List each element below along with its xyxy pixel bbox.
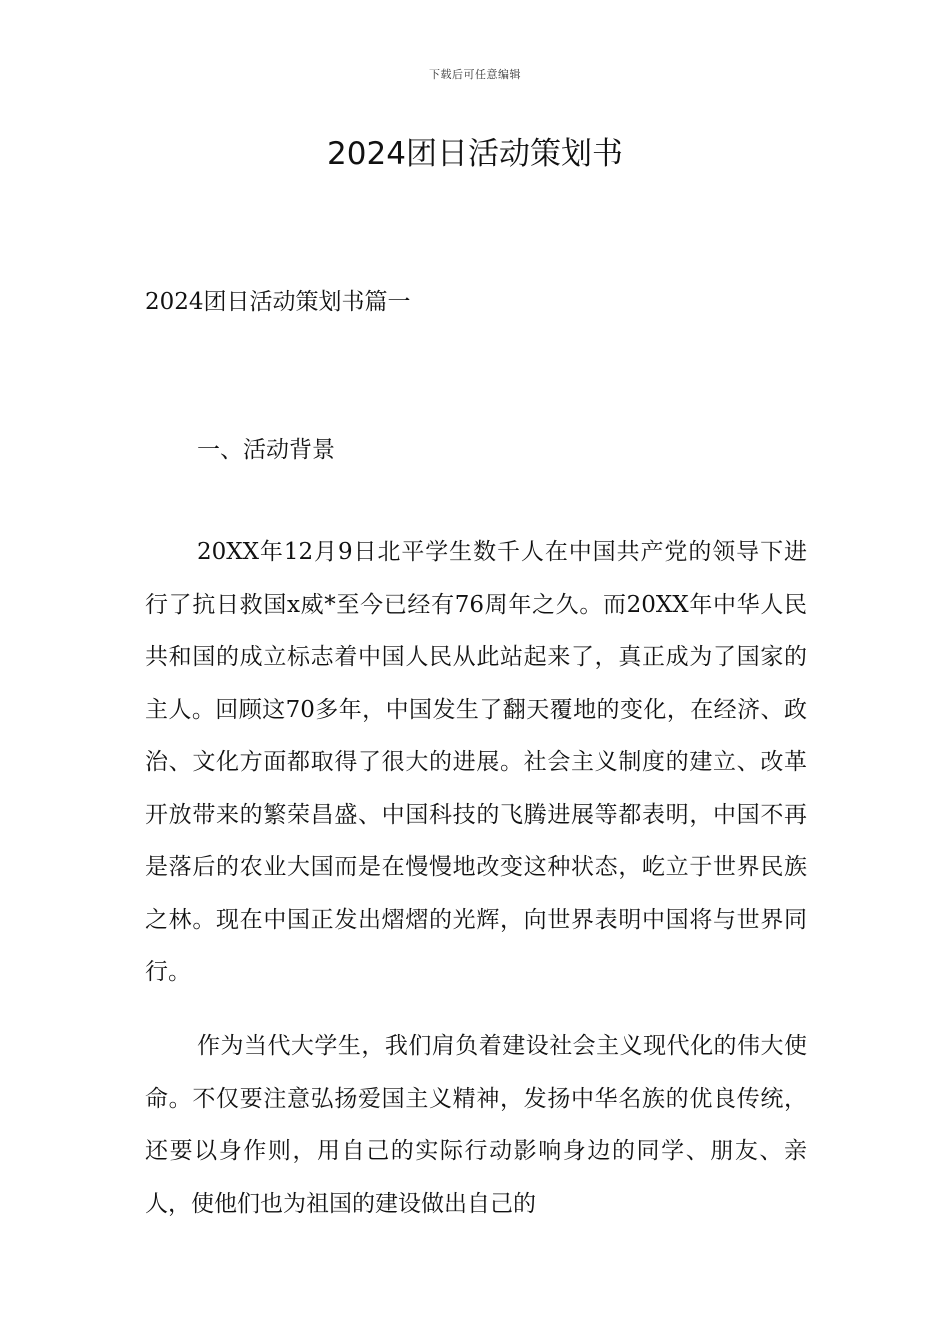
paragraph: 作为当代大学生，我们肩负着建设社会主义现代化的伟大使命。不仅要注意弘扬爱国主义精神，发扬中华名族的优良传统，还要以身作则，用自己的实际行动影响身边的同学、朋友、亲人，使他们也为祖国的建设做出自己的: [145, 1033, 807, 1217]
document-title: 2024团日活动策划书: [327, 136, 623, 172]
header-note: 下载后可任意编辑: [429, 68, 521, 81]
section-title: 2024团日活动策划书篇一: [145, 289, 411, 315]
paragraph: 20XX年12月9日北平学生数千人在中国共产党的领导下进行了抗日救国x威*至今已经有76周年之久。而20XX年中华人民共和国的成立标志着中国人民从此站起来了，真正成为了国家的主人。回顾这70多年，中国发生了翻天覆地的变化，在经济、政治、文化方面都取得了很大的进展。社会主义制度的建立、改革开放带来的繁荣昌盛、中国科技的飞腾进展等都表明，中国不再是落后的农业大国而是在慢慢地改变这种状态，屹立于世界民族之林。现在中国正发出熠熠的光辉，向世界表明中国将与世界同行。: [145, 539, 807, 985]
heading-activity-background: 一、活动背景: [197, 437, 335, 463]
